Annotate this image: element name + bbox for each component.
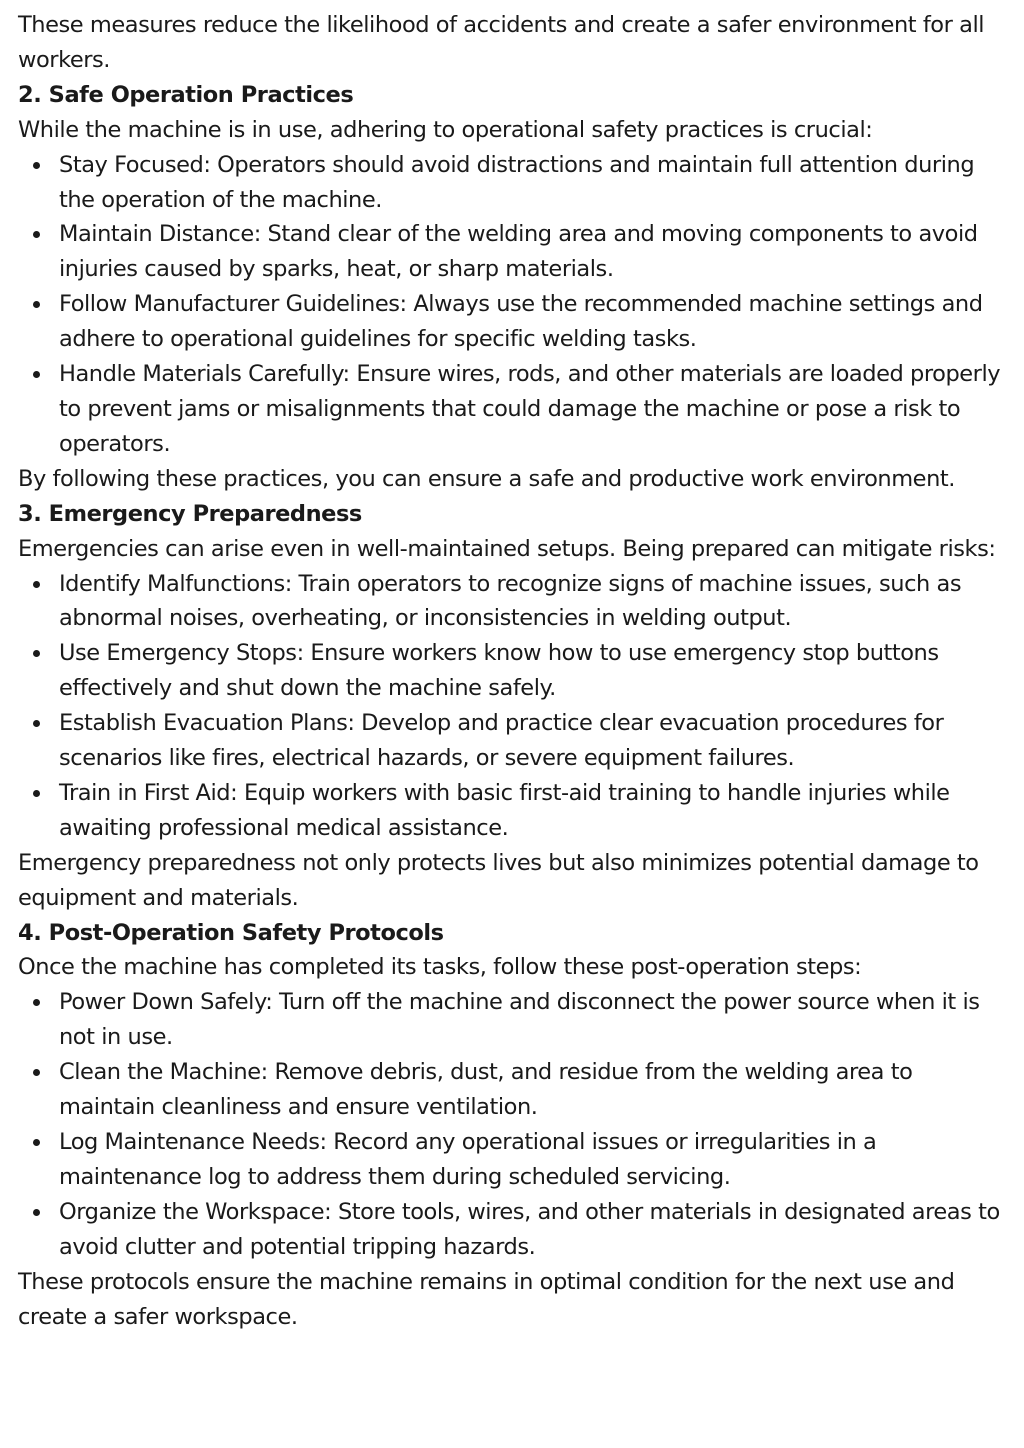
section-outro: By following these practices, you can ensure a safe and productive work environment. [18, 465, 955, 492]
list-item [18, 1055, 1008, 1125]
list-item-text: Stay Focused: Operators should avoid distractions and maintain full attention during the operation of the machine. [59, 151, 975, 213]
bullet-icon [33, 301, 40, 308]
section-intro: Once the machine has completed its tasks, follow these post-operation steps: [18, 954, 862, 981]
list-item [18, 1125, 1008, 1195]
bullet-icon [33, 999, 40, 1006]
document-page [18, 8, 1008, 1334]
bullet-list [18, 985, 1008, 1264]
list-item-text: Train in First Aid: Equip workers with basic first-aid training to handle injuries while awaiting professional medical assistance. [59, 779, 950, 841]
list-item-text: Use Emergency Stops: Ensure workers know how to use emergency stop buttons effectively and shut down the machine safely. [59, 640, 939, 702]
section-heading-emergency-preparedness: 3. Emergency Preparedness [18, 500, 362, 527]
section-intro: Emergencies can arise even in well-maintained setups. Being prepared can mitigate risks: [18, 535, 996, 562]
list-item [18, 1195, 1008, 1265]
bullet-icon [33, 1139, 40, 1146]
list-item-text: Maintain Distance: Stand clear of the welding area and moving components to avoid injuries caused by sparks, heat, or sharp materials. [59, 221, 978, 283]
list-item [18, 985, 1008, 1055]
bullet-icon [33, 720, 40, 727]
bullet-icon [33, 162, 40, 169]
bullet-icon [33, 371, 40, 378]
bullet-icon [33, 790, 40, 797]
intro-paragraph: These measures reduce the likelihood of accidents and create a safer environment for all workers. [18, 12, 985, 73]
list-item-text: Establish Evacuation Plans: Develop and practice clear evacuation procedures for scenarios like fires, electrical hazards, or severe equipment failures. [59, 710, 944, 772]
section-heading-safe-operation: 2. Safe Operation Practices [18, 81, 354, 108]
list-item-text: Log Maintenance Needs: Record any operational issues or irregularities in a maintenance log to address them during scheduled servicing. [59, 1129, 877, 1190]
list-item [18, 636, 1008, 706]
bullet-icon [33, 1069, 40, 1076]
section-intro: While the machine is in use, adhering to operational safety practices is crucial: [18, 116, 873, 143]
bullet-list [18, 148, 1008, 462]
section-outro: Emergency preparedness not only protects lives but also minimizes potential damage to equipment and materials. [18, 849, 979, 911]
list-item [18, 706, 1008, 776]
bullet-icon [33, 231, 40, 238]
list-item [18, 287, 1008, 357]
list-item [18, 217, 1008, 287]
list-item-text: Follow Manufacturer Guidelines: Always use the recommended machine settings and adhere to operational guidelines for specific welding tasks. [59, 291, 983, 353]
section-outro: These protocols ensure the machine remains in optimal condition for the next use and create a safer workspace. [18, 1268, 955, 1330]
section-heading-post-operation: 4. Post-Operation Safety Protocols [18, 919, 444, 946]
list-item-text: Handle Materials Carefully: Ensure wires, rods, and other materials are loaded properly to prevent jams or misalignments that could damage the machine or pose a risk to operators. [59, 361, 1001, 457]
list-item-text: Identify Malfunctions: Train operators to recognize signs of machine issues, such as abnormal noises, overheating, or inconsistencies in welding output. [59, 570, 962, 632]
list-item [18, 567, 1008, 637]
list-item-text: Clean the Machine: Remove debris, dust, and residue from the welding area to maintain cleanliness and ensure ventilation. [59, 1059, 913, 1121]
bullet-icon [33, 581, 40, 588]
list-item [18, 776, 1008, 846]
bullet-icon [33, 650, 40, 657]
list-item-text: Power Down Safely: Turn off the machine and disconnect the power source when it is not in use. [59, 989, 980, 1051]
list-item [18, 357, 1008, 462]
list-item [18, 148, 1008, 218]
bullet-icon [33, 1209, 40, 1216]
list-item-text: Organize the Workspace: Store tools, wires, and other materials in designated areas to avoid clutter and potential tripping hazards. [59, 1198, 1000, 1260]
bullet-list [18, 567, 1008, 846]
